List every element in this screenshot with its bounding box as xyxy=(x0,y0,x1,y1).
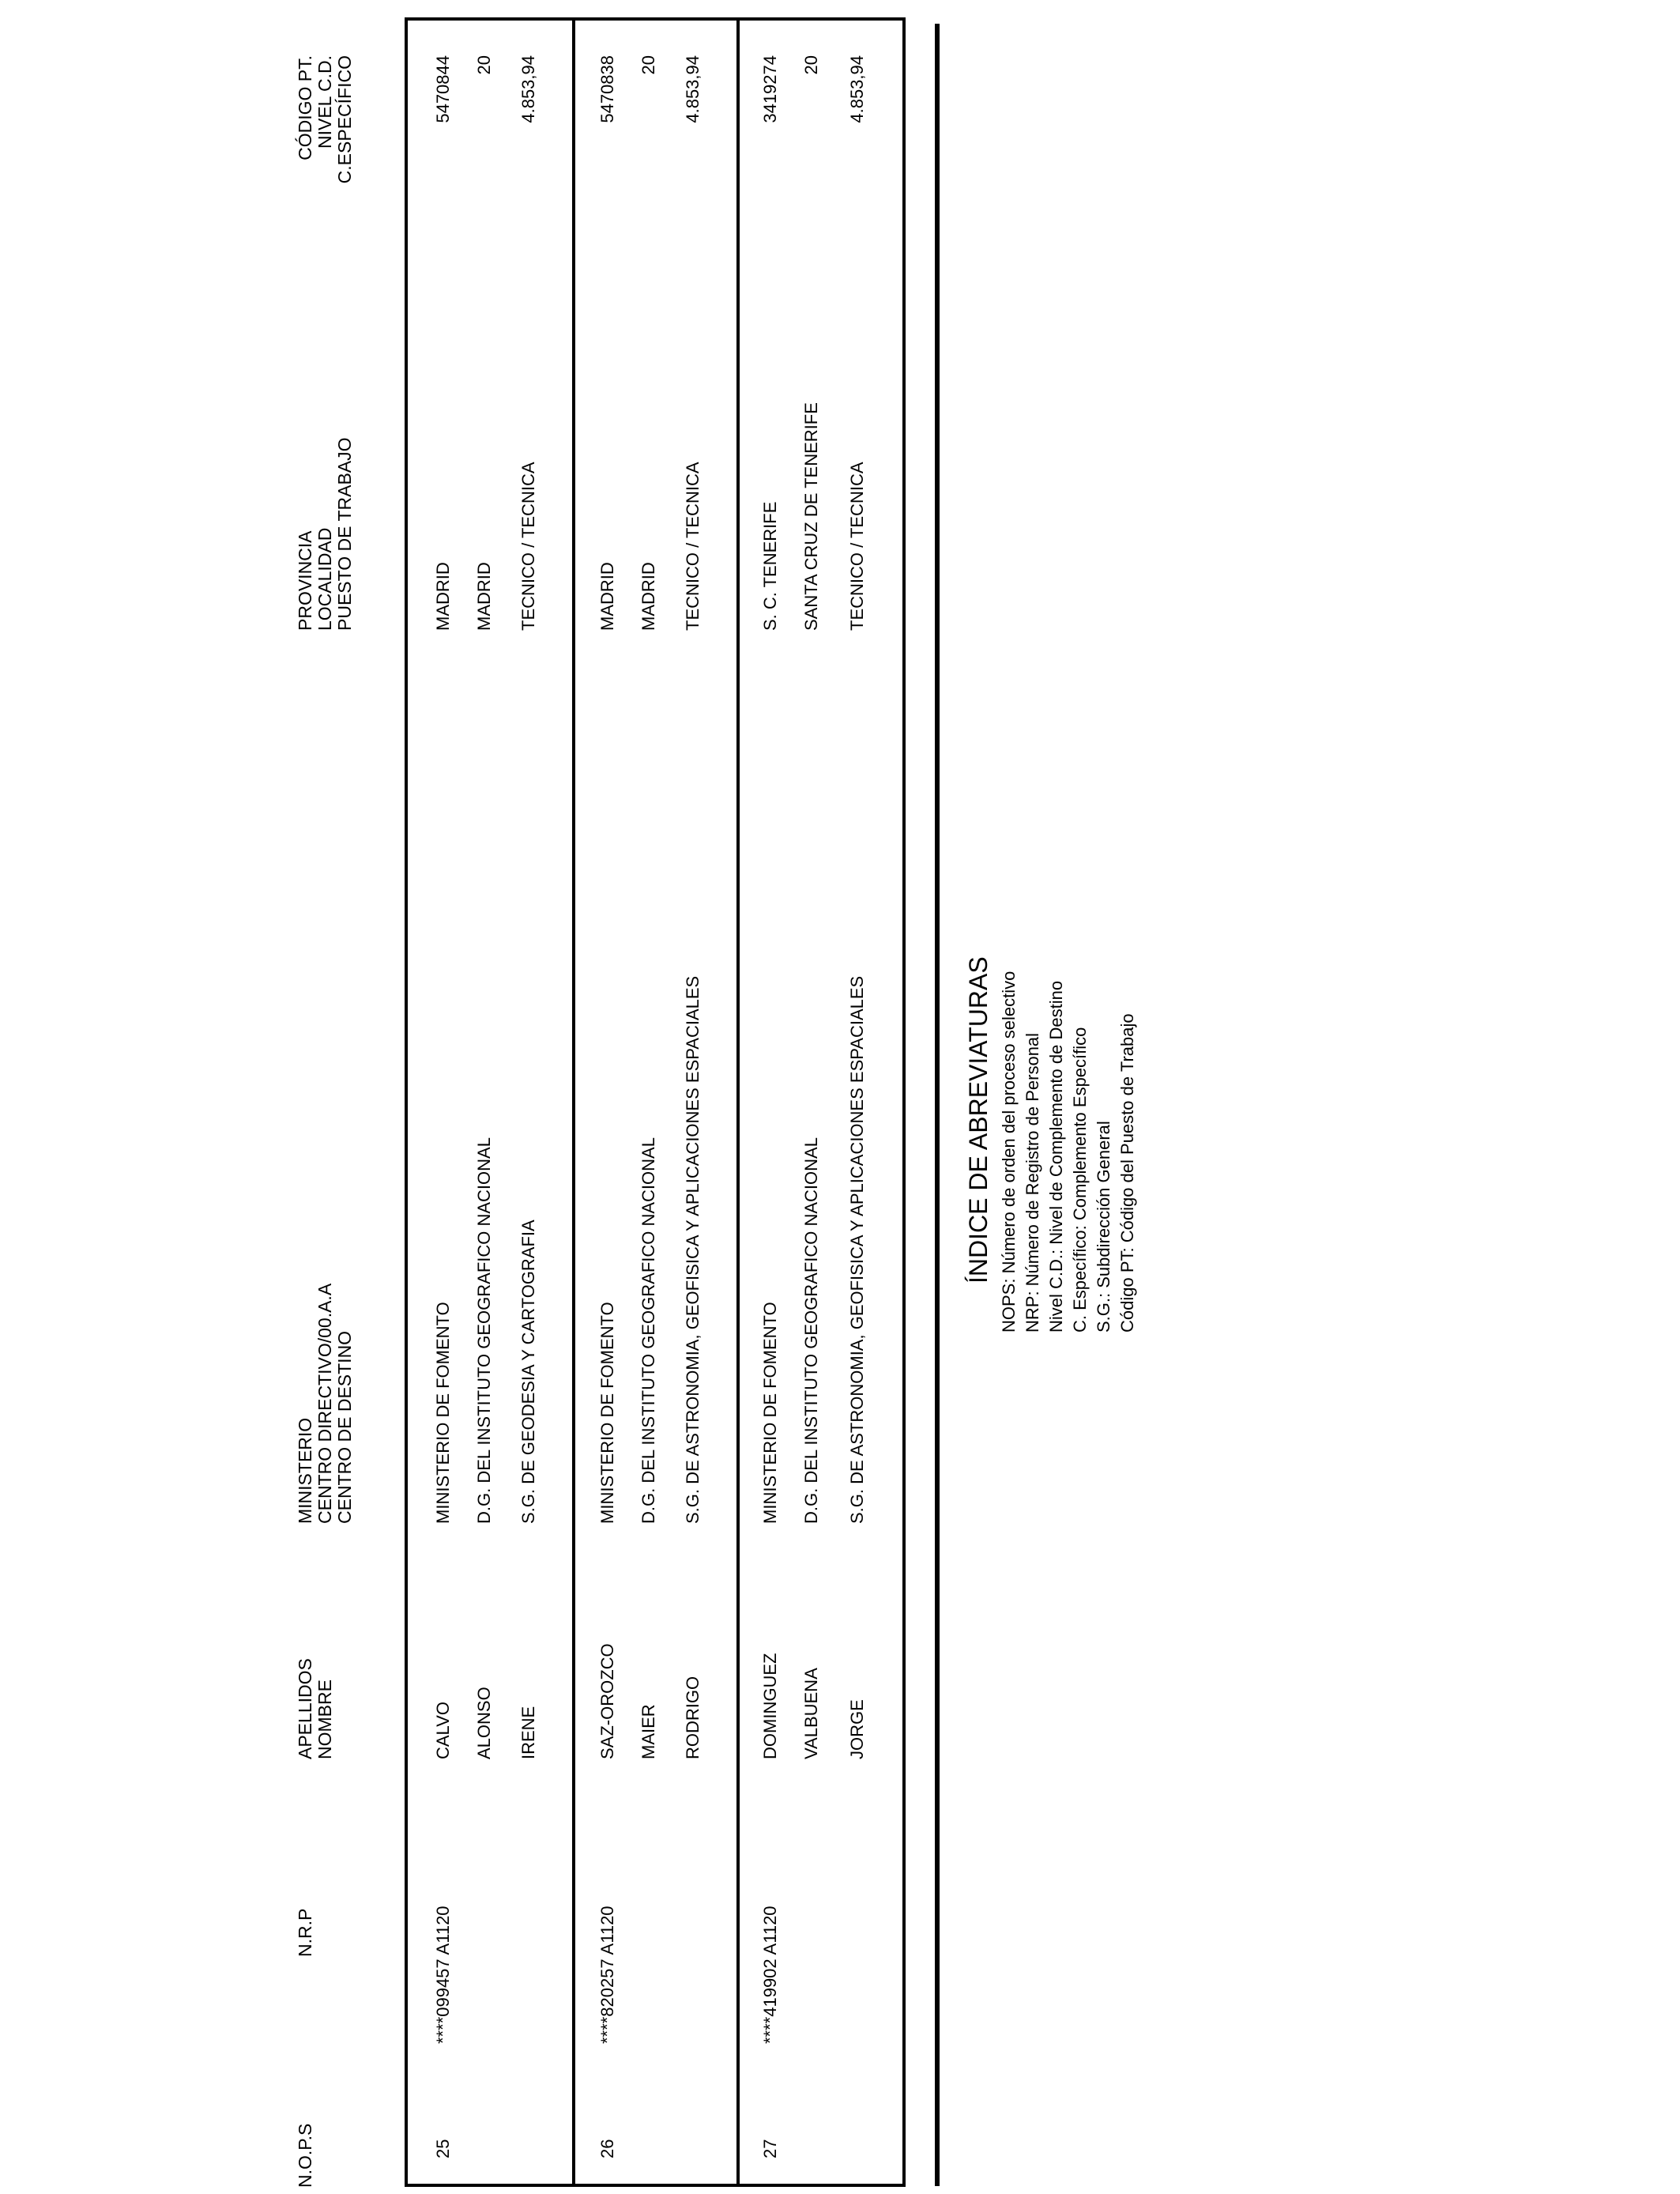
row-divider-2 xyxy=(736,17,740,2187)
row-puesto: TECNICO / TECNICA xyxy=(518,462,538,631)
row-ministerio: MINISTERIO DE FOMENTO xyxy=(760,1302,780,1524)
header-nrp: N.R.P xyxy=(295,1908,315,1957)
row-puesto: TECNICO / TECNICA xyxy=(847,462,867,631)
row-localidad: SANTA CRUZ DE TENERIFE xyxy=(801,402,821,631)
row-nrp: ****820257 A1120 xyxy=(597,1906,617,2044)
separator-bar xyxy=(935,24,940,2186)
row-codigo-pt: 5470838 xyxy=(597,55,617,123)
row-apellido1: DOMINGUEZ xyxy=(760,1653,780,1759)
header-centro-directivo: CENTRO DIRECTIVO/00.A.A xyxy=(315,1283,335,1524)
row-centro-destino: S.G. DE GEODESIA Y CARTOGRAFIA xyxy=(518,1220,538,1524)
row-ministerio: MINISTERIO DE FOMENTO xyxy=(597,1302,617,1524)
table-border-left xyxy=(405,2184,906,2187)
abbreviation-item: S.G.: Subdirección General xyxy=(1094,1121,1113,1333)
row-provincia: MADRID xyxy=(597,562,617,631)
header-apellidos: APELLIDOS xyxy=(295,1658,315,1759)
row-ministerio: MINISTERIO DE FOMENTO xyxy=(433,1302,453,1524)
row-provincia: S. C. TENERIFE xyxy=(760,501,780,631)
header-provincia: PROVINCIA xyxy=(295,530,315,631)
row-nombre: RODRIGO xyxy=(683,1676,703,1759)
abbreviation-item: NRP: Número de Registro de Personal xyxy=(1023,1032,1042,1333)
header-c-especifico: C.ESPECÍFICO xyxy=(334,55,355,184)
row-divider-1 xyxy=(572,17,575,2187)
row-localidad: MADRID xyxy=(474,562,494,631)
abbreviation-item: C. Específico: Complemento Específico xyxy=(1070,1027,1090,1333)
header-nivel-cd: NIVEL C.D. xyxy=(315,55,335,149)
row-centro-destino: S.G. DE ASTRONOMIA, GEOFISICA Y APLICACIONES ESPACIALES xyxy=(683,975,703,1524)
row-codigo-pt: 5470844 xyxy=(433,55,453,123)
row-nrp: ****419902 A1120 xyxy=(760,1906,780,2044)
abbreviation-item: Código PT: Código del Puesto de Trabajo xyxy=(1117,1013,1137,1333)
row-centro-directivo: D.G. DEL INSTITUTO GEOGRAFICO NACIONAL xyxy=(474,1137,494,1524)
row-c-especifico: 4.853,94 xyxy=(518,55,538,123)
row-nrp: ****099457 A1120 xyxy=(433,1906,453,2044)
abbreviations-title: ÍNDICE DE ABREVIATURAS xyxy=(964,956,993,1284)
table-border-right xyxy=(405,17,906,21)
row-provincia: MADRID xyxy=(433,562,453,631)
abbreviation-item: NOPS: Número de orden del proceso selectivo xyxy=(999,971,1019,1333)
row-apellido1: SAZ-OROZCO xyxy=(597,1643,617,1759)
row-centro-destino: S.G. DE ASTRONOMIA, GEOFISICA Y APLICACIONES ESPACIALES xyxy=(847,975,867,1524)
row-apellido1: CALVO xyxy=(433,1702,453,1759)
header-localidad: LOCALIDAD xyxy=(315,527,335,631)
row-nombre: JORGE xyxy=(847,1699,867,1759)
header-nops: N.O.P.S xyxy=(295,2123,315,2188)
header-puesto: PUESTO DE TRABAJO xyxy=(334,437,355,631)
row-puesto: TECNICO / TECNICA xyxy=(683,462,703,631)
table-border-top xyxy=(405,17,408,2187)
row-nombre: IRENE xyxy=(518,1706,538,1759)
row-localidad: MADRID xyxy=(638,562,658,631)
header-ministerio: MINISTERIO xyxy=(295,1417,315,1524)
row-c-especifico: 4.853,94 xyxy=(683,55,703,123)
table-border-bottom xyxy=(902,17,906,2187)
row-c-especifico: 4.853,94 xyxy=(847,55,867,123)
header-codigo-pt: CÓDIGO PT. xyxy=(295,55,315,160)
header-centro-destino: CENTRO DE DESTINO xyxy=(334,1330,355,1524)
row-nivel-cd: 20 xyxy=(801,55,821,75)
row-codigo-pt: 3419274 xyxy=(760,55,780,123)
row-apellido2: MAIER xyxy=(638,1704,658,1759)
row-apellido2: VALBUENA xyxy=(801,1668,821,1759)
row-centro-directivo: D.G. DEL INSTITUTO GEOGRAFICO NACIONAL xyxy=(638,1137,658,1524)
row-nops: 26 xyxy=(597,2139,617,2158)
row-nivel-cd: 20 xyxy=(474,55,494,75)
row-nivel-cd: 20 xyxy=(638,55,658,75)
row-centro-directivo: D.G. DEL INSTITUTO GEOGRAFICO NACIONAL xyxy=(801,1137,821,1524)
row-apellido2: ALONSO xyxy=(474,1687,494,1759)
row-nops: 25 xyxy=(433,2139,453,2158)
abbreviation-item: Nivel C.D.: Nivel de Complemento de Destino xyxy=(1046,980,1066,1333)
header-nombre: NOMBRE xyxy=(315,1679,335,1759)
row-nops: 27 xyxy=(760,2139,780,2158)
